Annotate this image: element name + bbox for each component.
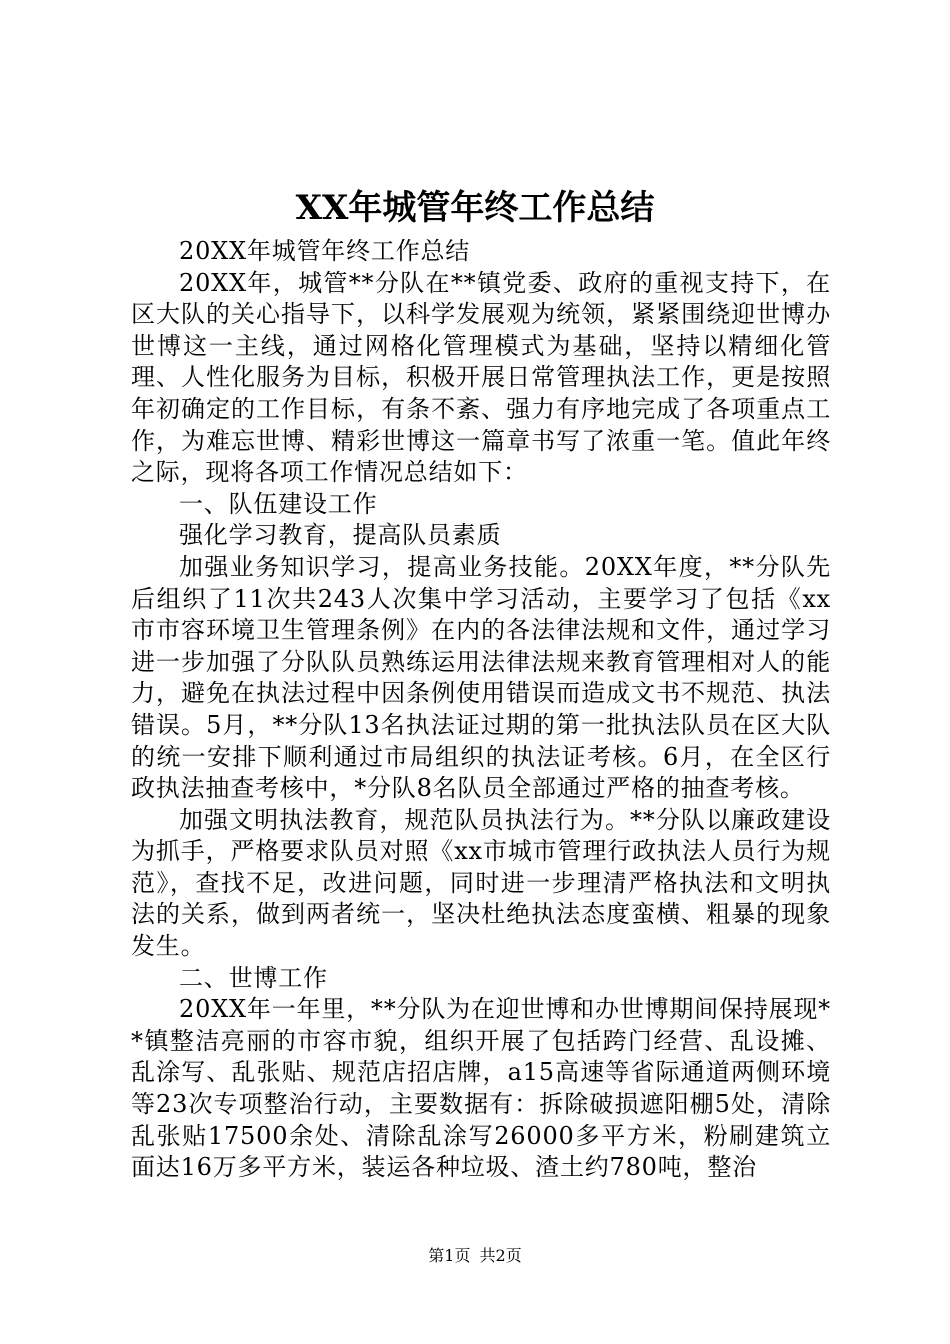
document-body [131, 236, 831, 1184]
subsection-heading-study: 强化学习教育，提高队员素质 [179, 521, 502, 550]
intro-paragraph: 20XX年，城管**分队在**镇党委、政府的重视支持下，在区大队的关心指导下，以科学发展观为统领，紧紧围绕迎世博办世博这一主线，通过网格化管理模式为基础，坚持以精细化管理、人性化服务为目标，积极开展日常管理执法工作，更是按照年初确定的工作目标，有条不紊、强力有序地完成了各项重点工作，为难忘世博、精彩世博这一篇章书写了浓重一笔。值此年终之际，现将各项工作情况总结如下： [131, 268, 831, 487]
subtitle-paragraph: 20XX年城管年终工作总结 [179, 237, 471, 265]
section-heading-team-building: 一、队伍建设工作 [179, 489, 378, 518]
paragraph-business-study: 加强业务知识学习，提高业务技能。20XX年度，**分队先后组织了11次共243人次集中学习活动，主要学习了包括《xx市市容环境卫生管理条例》在内的各法律法规和文件，通过学习进一步加强了分队队员熟练运用法律法规来教育管理相对人的能力，避免在执法过程中因条例使用错误而造成文书不规范、执法错误。5月，**分队13名执法证过期的第一批执法队员在区大队的统一安排下顺利通过市局组织的执法证考核。6月，在全区行政执法抽查考核中，*分队8名队员全部通过严格的抽查考核。 [131, 552, 831, 803]
document-title: XX年城管年终工作总结 [295, 188, 655, 228]
page-number: 第1页 [428, 1246, 471, 1265]
section-heading-expo: 二、世博工作 [179, 963, 328, 992]
page-total: 共2页 [479, 1246, 522, 1265]
paragraph-expo-work: 20XX年一年里，**分队为在迎世博和办世博期间保持展现**镇整洁亮丽的市容市貌，组织开展了包括跨门经营、乱设摊、乱涂写、乱张贴、规范店招店牌，a15高速等省际通道两侧环境等23次专项整治行动，主要数据有：拆除破损遮阳棚5处，清除乱张贴17500余处、清除乱涂写26000多平方米，粉刷建筑立面达16万多平方米，装运各种垃圾、渣土约780吨，整治 [131, 995, 831, 1182]
paragraph-civil-enforcement: 加强文明执法教育，规范队员执法行为。**分队以廉政建设为抓手，严格要求队员对照《xx市城市管理行政执法人员行为规范》，查找不足，改进问题，同时进一步理清严格执法和文明执法的关系，做到两者统一，坚决杜绝执法态度蛮横、粗暴的现象发生。 [131, 805, 831, 961]
page-footer [0, 1245, 950, 1267]
